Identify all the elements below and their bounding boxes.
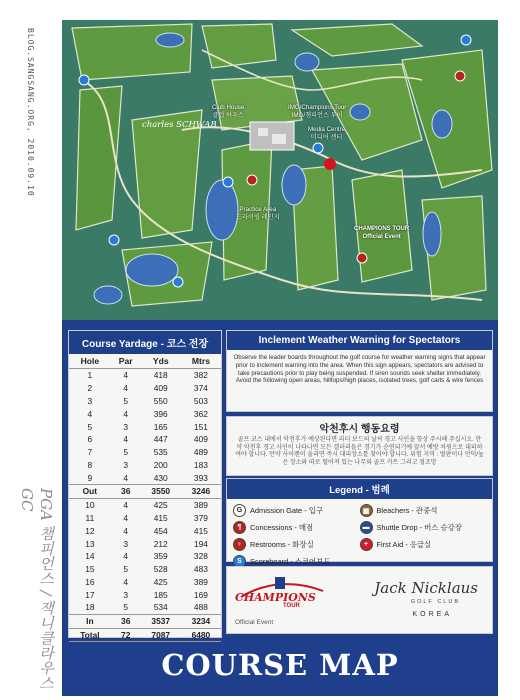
cell-par: 5 [123,447,129,458]
cell-mtrs: 389 [193,500,208,511]
cell-hole: 11 [85,512,95,523]
course-map-title: COURSE MAP [161,648,399,682]
cell-par: 4 [123,472,129,483]
legend-symbol-icon: G [233,504,246,517]
korea-text: KOREA [412,611,452,618]
cell-yds: 396 [153,408,168,419]
cell-yds: 430 [153,472,168,483]
weather-warning-title: Inclement Weather Warning for Spectators [227,331,492,350]
cell-mtrs: 393 [193,472,208,483]
yardage-title: Course Yardage - 코스 전장 [69,331,221,354]
cell-par: 4 [123,551,129,562]
champions-logo-text: CHAMPIONS [235,591,316,604]
legend-label: Concessions - 매점 [250,523,314,532]
champions-tour-map-logo [354,226,409,241]
cell-mtrs: 151 [193,421,208,432]
cell-mtrs: 374 [193,383,208,394]
legend-label: Restrooms - 화장실 [250,540,314,549]
cell-hole: 18 [85,602,95,613]
cell-mtrs: 379 [193,512,208,523]
yardage-subtotal-row [69,614,221,628]
yardage-table-body [69,369,221,642]
cell-yds: 185 [153,589,168,600]
yardage-row [69,550,221,563]
yardage-row [69,537,221,550]
cell-hole: 9 [87,472,93,483]
korean-warning-title: 악천후시 행동요령 [319,424,400,435]
korean-warning-text: 골프 코스 내에서 악천후가 예상된다면 리더 보드의 날씨 경고 사인을 항상 주시해 주십시오. 만약 악천후 경고 사인이 나타나면 모든 갤러리들은 경기가 순연되기에 앞서 예방 차원으로 대피하여야 합니다. 만약 사이렌이 울리면 즉시 대피장소를 찾아야 합니다. 위험 지역 : 벌판이나 언덕/높은 장소와 따로 떨어져 있는 나무와 골프 카트 그리고 철조망 [235,437,484,466]
legend-item [360,521,487,534]
legend-symbol-icon: ¶ [233,521,246,534]
cell-yds: 212 [153,538,168,549]
legend-label: Admission Gate - 입구 [250,506,324,515]
yardage-row [69,395,221,408]
cell-mtrs: 328 [193,551,208,562]
cell-hole: 2 [87,383,93,394]
cell-mtrs: 183 [193,459,208,470]
cell-par: 5 [123,564,129,575]
cell-hole: 14 [85,551,95,562]
cell-yds: 7087 [141,628,181,642]
charles-schwab-logo: charles SCHWAB [142,120,217,130]
cell-hole: 4 [87,408,93,419]
header-par: Par [111,354,141,369]
media-centre-label [308,126,345,141]
official-event-text: Official Event [235,619,274,626]
golf-club-text: GOLF CLUB [410,599,460,605]
official-event-map-text: Official Event [362,233,401,240]
legend-item [233,504,360,517]
cell-par: 3 [123,589,129,600]
cell-hole: 17 [85,589,95,600]
club-house-text: Club House [212,104,245,111]
yardage-row [69,420,221,433]
weather-warning-text: Observe the leader boards throughout the golf course for weather warning signs that appear prior to inclement warning into the area. When this sign appears, spectators are advised to take precautions prior to play being suspended. If siren sounds seek shelter immediately. Avoid the following open areas, hilltops/high places, isolated trees, golf carts & wire fences [233,354,486,385]
legend-label: Bleachers - 관중석 [376,506,438,515]
cell-mtrs: 389 [193,576,208,587]
blog-watermark: BLOG.SANGSANG.ORG, 2010.09.10 [26,28,35,197]
legend-grid [227,499,492,573]
course-map-graphic [62,20,498,320]
media-centre-korean: 미디어 센터 [310,133,343,141]
cell-par: 4 [123,383,129,394]
cell-yds: 550 [153,395,168,406]
cell-yds: 359 [153,551,168,562]
img-tour-text: IMG/Champions Tour [288,104,347,111]
cell-par: 72 [111,628,141,642]
cell-par: 4 [123,408,129,419]
cell-mtrs: 488 [193,602,208,613]
cell-hole: 10 [85,500,95,511]
yardage-row [69,498,221,511]
sponsor-panel [226,566,493,634]
legend-symbol-icon: ▬ [360,521,373,534]
yardage-header-row [69,354,221,369]
header-mtrs: Mtrs [181,354,221,369]
cell-yds: 200 [153,459,168,470]
cell-mtrs: 409 [193,434,208,445]
legend-panel [226,478,493,566]
media-centre-text: Media Centre [308,126,346,133]
cell-yds: 535 [153,447,168,458]
practice-area-korean: 드라이빙 레인지 [236,213,280,221]
cell-yds: 3550 [141,485,181,499]
cell-par: 4 [123,434,129,445]
cell-par: 4 [123,525,129,536]
legend-item [360,504,487,517]
cell-hole: 8 [87,459,93,470]
cell-mtrs: 382 [193,370,208,381]
legend-item [360,538,487,551]
cell-par: 4 [123,500,129,511]
cell-hole: 12 [85,525,95,536]
champions-tour-map-text: CHAMPIONS TOUR [354,226,410,232]
cell-yds: 425 [153,500,168,511]
yardage-row [69,601,221,614]
cell-yds: 409 [153,383,168,394]
cell-yds: 3537 [141,614,181,628]
club-house-label [212,104,244,119]
yardage-row [69,588,221,601]
legend-item [233,538,360,551]
yardage-row [69,446,221,459]
cell-yds: 418 [153,370,168,381]
yardage-row [69,382,221,395]
you-are-here-marker [324,158,336,170]
practice-area-label [236,206,280,221]
cell-yds: 447 [153,434,168,445]
legend-symbol-icon: ♀ [233,538,246,551]
cell-mtrs: 3234 [181,614,221,628]
legend-title: Legend - 범례 [227,479,492,499]
cell-hole: 15 [85,564,95,575]
legend-label: Scoreboard - 스코어보드 [250,557,331,566]
course-map-board [62,20,498,696]
cell-par: 4 [123,576,129,587]
cell-hole: Out [69,485,111,499]
header-hole: Hole [69,354,111,369]
cell-par: 4 [123,512,129,523]
cell-mtrs: 503 [193,395,208,406]
cell-hole: 13 [85,538,95,549]
cell-par: 3 [123,538,129,549]
cell-hole: 7 [87,447,93,458]
legend-label: First Aid - 응급실 [376,540,432,549]
cell-par: 4 [123,370,129,381]
cell-hole: In [69,614,111,628]
img-tour-label [288,104,346,119]
handwritten-caption: PGA 챔피언스 / 잭니클라우스GC [18,488,55,691]
cell-yds: 415 [153,512,168,523]
cell-hole: 1 [87,370,93,381]
yardage-row [69,471,221,484]
cell-yds: 528 [153,564,168,575]
cell-par: 5 [123,395,129,406]
korean-warning-panel [226,416,493,476]
legend-symbol-icon: S [233,555,246,568]
cell-par: 3 [123,421,129,432]
cell-mtrs: 489 [193,447,208,458]
weather-warning-panel [226,330,493,412]
cell-hole: 5 [87,421,93,432]
cell-par: 3 [123,459,129,470]
course-yardage-panel [68,330,222,641]
club-house-korean: 클럽 하우스 [212,111,244,119]
yardage-row [69,433,221,446]
practice-area-text: Practice Area [239,206,277,213]
cell-mtrs: 3246 [181,485,221,499]
yardage-row [69,407,221,420]
cell-hole: Total [69,628,111,642]
yardage-row [69,576,221,589]
cell-mtrs: 362 [193,408,208,419]
cell-par: 5 [123,602,129,613]
cell-mtrs: 415 [193,525,208,536]
yardage-row [69,458,221,471]
yardage-row [69,369,221,382]
header-yds: Yds [141,354,181,369]
yardage-subtotal-row [69,485,221,499]
legend-symbol-icon: ▦ [360,504,373,517]
jack-nicklaus-logo: Jack Nicklaus [374,579,478,597]
course-map-illustration [62,20,498,320]
cell-mtrs: 194 [193,538,208,549]
legend-item [233,521,360,534]
tour-logo-text: TOUR [283,603,300,609]
yardage-row [69,563,221,576]
cell-mtrs: 169 [193,589,208,600]
cell-hole: 6 [87,434,93,445]
yardage-row [69,512,221,525]
cell-par: 36 [111,614,141,628]
cell-yds: 534 [153,602,168,613]
img-tour-korean: IMG/챔피언스 투어 [291,111,343,119]
cell-yds: 165 [153,421,168,432]
cell-hole: 3 [87,395,93,406]
cell-mtrs: 483 [193,564,208,575]
cell-yds: 454 [153,525,168,536]
yardage-row [69,524,221,537]
yardage-subtotal-row [69,628,221,642]
cell-par: 36 [111,485,141,499]
legend-label: Shuttle Drop - 버스 승강장 [376,523,462,532]
cell-mtrs: 6480 [181,628,221,642]
cell-yds: 425 [153,576,168,587]
legend-symbol-icon: + [360,538,373,551]
cell-hole: 16 [85,576,95,587]
yardage-table [69,354,221,642]
